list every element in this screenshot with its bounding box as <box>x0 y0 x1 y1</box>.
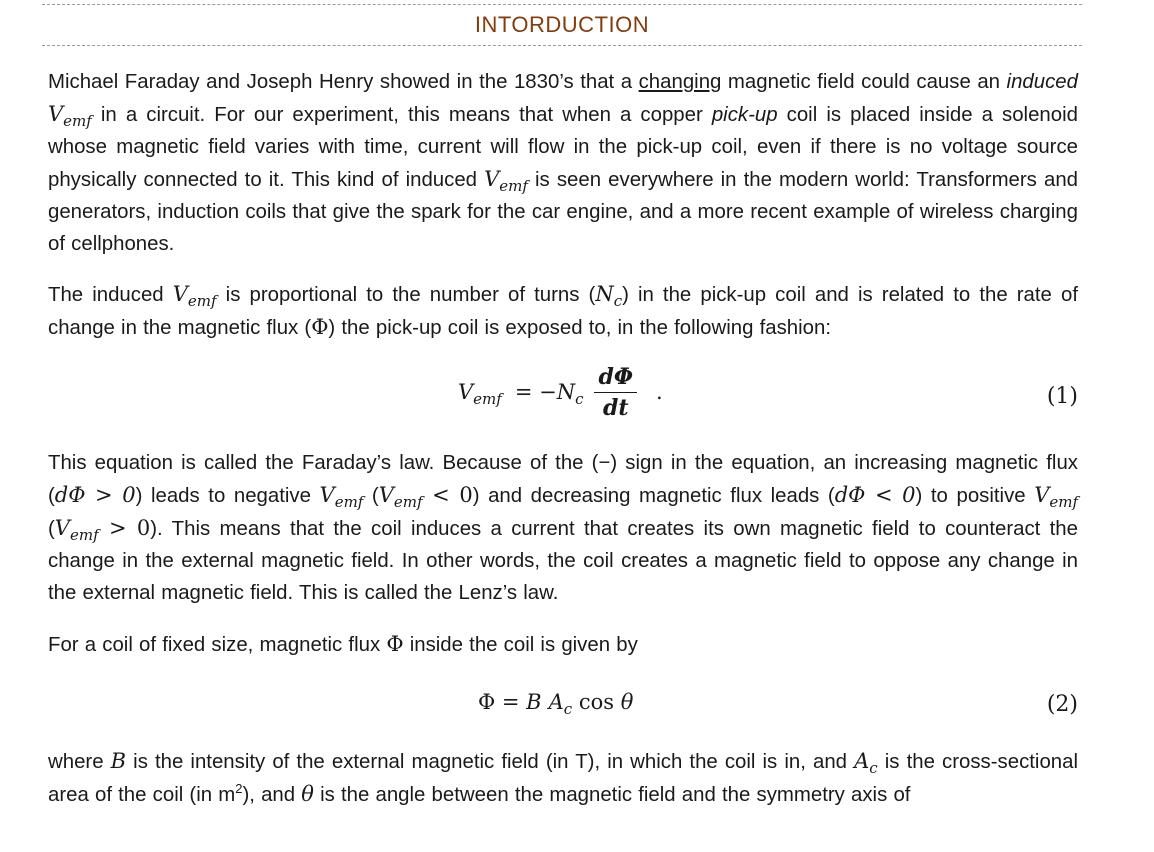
math-phi: Φ <box>311 315 329 339</box>
math-vemf: $V_{emf}$ <box>54 516 99 544</box>
paragraph-intro: Michael Faraday and Joseph Henry showed in the 1830’s that a changing magnetic field could cause an induced $V_{emf}$ in a circuit. For our experiment, this means that when a copper pick-up coil is placed inside a solenoid whose magnetic field varies with time, current will flow in the pick-up coil, even if there is no voltage source physically connected to it. This kind of induced $V_{emf}$ is seen everywhere in the modern world: Transformers and generators, induction coils that give the spark for the car engine, and a more recent example of wireless charging of cellphones. <box>48 71 1078 255</box>
math-vemf: $V_{emf}$ <box>378 483 423 511</box>
underlined-changing: changing <box>638 71 722 93</box>
paragraph-proportional: The induced $V_{emf}$ is proportional to the number of turns $(N_c)$ in the pick-up coil and is related to the rate of change in the magnetic flux (Φ) the pick-up coil is exposed to, in the following fashion: <box>48 282 1078 339</box>
math-nc: $N_c$ <box>595 282 623 310</box>
eq1-nc: $N_c$ <box>556 379 584 408</box>
eq2-ac: $A_c$ <box>548 690 573 718</box>
eq1-lhs: $V_{emf}$ <box>458 379 502 408</box>
eq1-fraction <box>594 364 637 421</box>
math-vemf: $V_{emf}$ <box>319 483 364 511</box>
eq1-denominator: dt <box>602 395 629 421</box>
equation-2-body: Φ = B $A_c$ cos θ <box>478 690 634 718</box>
eq1-numerator: dΦ <box>594 364 637 393</box>
math-ac: $A_c$ <box>854 749 878 777</box>
section-heading <box>42 4 1082 46</box>
paragraph-where: where B is the intensity of the external magnetic field (in T), in which the coil is in, and $A_c$ is the cross-sectional area of the coil (in $m^2$), and θ is the angle between the magnetic field and the symmetry axis of <box>48 749 1079 806</box>
equation-2-number: (2) <box>1046 692 1078 717</box>
document-page <box>48 0 1079 806</box>
equation-1 <box>48 364 1078 434</box>
equation-1-number: (1) <box>1046 384 1078 409</box>
paragraph-flux: For a coil of fixed size, magnetic flux Φ inside the coil is given by <box>48 632 638 656</box>
math-vemf: $V_{emf}$ <box>172 282 217 310</box>
section-title: INTORDUCTION <box>474 12 650 37</box>
equation-2 <box>48 680 1078 730</box>
math-vemf: $V_{emf}$ <box>48 102 92 130</box>
equation-1-body: $V_{emf} = -N_c$ $\frac{d\Phi}{dt}$ . <box>458 364 663 421</box>
math-vemf: $V_{emf}$ <box>1034 483 1079 511</box>
paragraph-faraday-law: This equation is called the Faraday’s law. Because of the (−) sign in the equation, an increasing magnetic flux (dΦ > 0) leads to negative $V_{emf}$ $(V_{emf} < 0)$ and decreasing magnetic flux leads (dΦ < 0) to positive $V_{emf}$ $(V_{emf} > 0)$. This means that the coil induces a current that creates its own magnetic field to counteract the change in the external magnetic field. In other words, the coil creates a magnetic field to oppose any change in the external magnetic field. This is called the Lenz’s law. <box>48 452 1079 604</box>
math-vemf: $V_{emf}$ <box>484 167 528 195</box>
